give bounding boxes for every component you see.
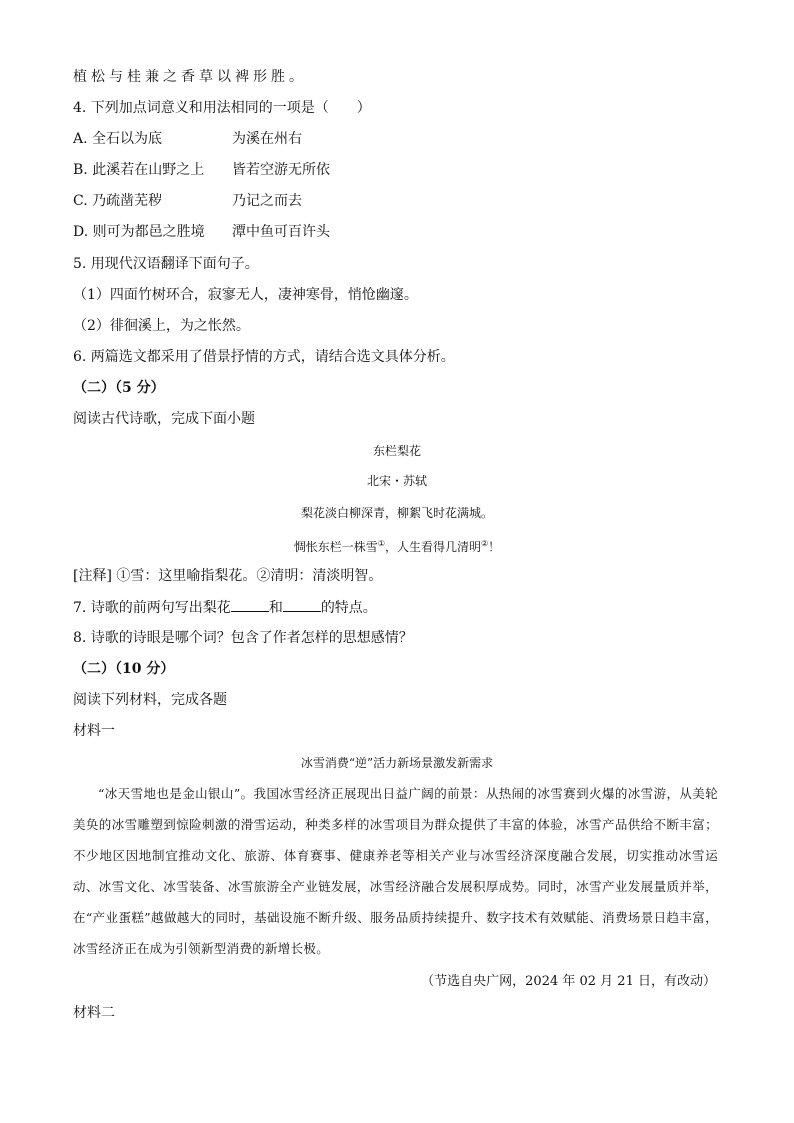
material-2-label: 材料二: [73, 1005, 115, 1021]
question-8: 8. 诗歌的诗眼是哪个词？包含了作者怎样的思想感情？: [73, 630, 413, 646]
option-left-text: 乃疏凿芜秽: [92, 193, 163, 209]
poem-line-1: 梨花淡白柳深青，柳絮飞时花满城。: [300, 506, 493, 520]
option-right-text: 为溪在州右: [232, 131, 302, 147]
poem-line-2-part-a: 惆怅东栏一株雪: [293, 540, 378, 554]
poem-line-2-part-c: ！: [488, 540, 501, 554]
material-instruction: 阅读下列材料，完成各题: [73, 692, 227, 708]
question-7-part-a: 7. 诗歌的前两句写出梨花: [73, 600, 231, 616]
poem-line-2-part-b: ，人生看得几清明: [384, 540, 481, 554]
material-1-label: 材料一: [73, 723, 115, 739]
option-b: [73, 161, 330, 179]
option-left-text: 全石以为底: [92, 131, 163, 147]
footnote-mark-2: ②: [481, 539, 489, 548]
question-5-stem: 5. 用现代汉语翻译下面句子。: [73, 256, 259, 272]
answer-blank-1: [231, 598, 269, 612]
poem-title: 东栏梨花: [372, 444, 421, 458]
poem-author: 北宋・苏轼: [366, 474, 427, 488]
answer-blank-2: [283, 598, 321, 612]
article-title: 冰雪消费“逆”活力新场景激发新需求: [300, 756, 494, 770]
text-line-top: 植松与桂兼之香草以裨形胜。: [73, 69, 307, 85]
question-5-sentence-2: （2）徘徊溪上，为之怅然。: [73, 318, 250, 334]
question-7-part-b: 和: [268, 600, 283, 616]
poem-note: [注释] ①雪：这里喻指梨花。②清明：清淡明智。: [73, 568, 383, 584]
option-label: A.: [73, 131, 88, 147]
source-citation: （节选自央广网，2024 年 02 月 21 日，有改动）: [421, 974, 716, 989]
question-7: [73, 598, 377, 617]
option-right-text: 皆若空游无所依: [232, 162, 330, 178]
option-right-text: 乃记之而去: [232, 193, 302, 209]
section-heading-poem: （二）（5 分）: [73, 380, 165, 396]
poem-instruction: 阅读古代诗歌，完成下面小题: [73, 411, 255, 427]
section-heading-materials: （二）（10 分）: [73, 661, 175, 677]
option-label: C.: [73, 193, 88, 209]
question-6: 6. 两篇选文都采用了借景抒情的方式，请结合选文具体分析。: [73, 349, 455, 365]
option-a: [73, 130, 302, 148]
option-label: D.: [73, 224, 89, 240]
option-left-text: 则可为都邑之胜境: [92, 224, 205, 240]
poem-line-2: [0, 536, 794, 555]
option-right-text: 潭中鱼可百许头: [232, 224, 330, 240]
option-d: [73, 223, 330, 241]
option-left-text: 此溪若在山野之上: [92, 162, 205, 178]
option-c: [73, 192, 302, 210]
question-7-part-c: 的特点。: [320, 600, 377, 616]
article-body: “冰天雪地也是金山银山”。我国冰雪经济正展现出日益广阔的前景：从热闹的冰雪赛到火爆的冰雪游，从美轮美奂的冰雪雕塑到惊险刺激的滑雪运动，种类多样的冰雪项目为群众提供了丰富的体验，冰雪产品供给不断丰富；不少地区因地制宜推动文化、旅游、体育赛事、健康养老等相关产业与冰雪经济深度融合发展，切实推动冰雪运动、冰雪文化、冰雪装备、冰雪旅游全产业链发展，冰雪经济融合发展积厚成势。同时，冰雪产业发展量质并举，在“产业蛋糕”越做越大的同时，基础设施不断升级、服务品质持续提升、数字技术有效赋能、消费场景日趋丰富，冰雪经济正在成为引领新型消费的新增长极。: [73, 786, 718, 956]
question-5-sentence-1: （1）四面竹树环合，寂寥无人，凄神寒骨，悄怆幽邃。: [73, 287, 418, 303]
question-4-stem: 4. 下列加点词意义和用法相同的一项是（ ）: [73, 100, 371, 116]
footnote-mark-1: ①: [377, 539, 385, 548]
option-label: B.: [73, 162, 88, 178]
